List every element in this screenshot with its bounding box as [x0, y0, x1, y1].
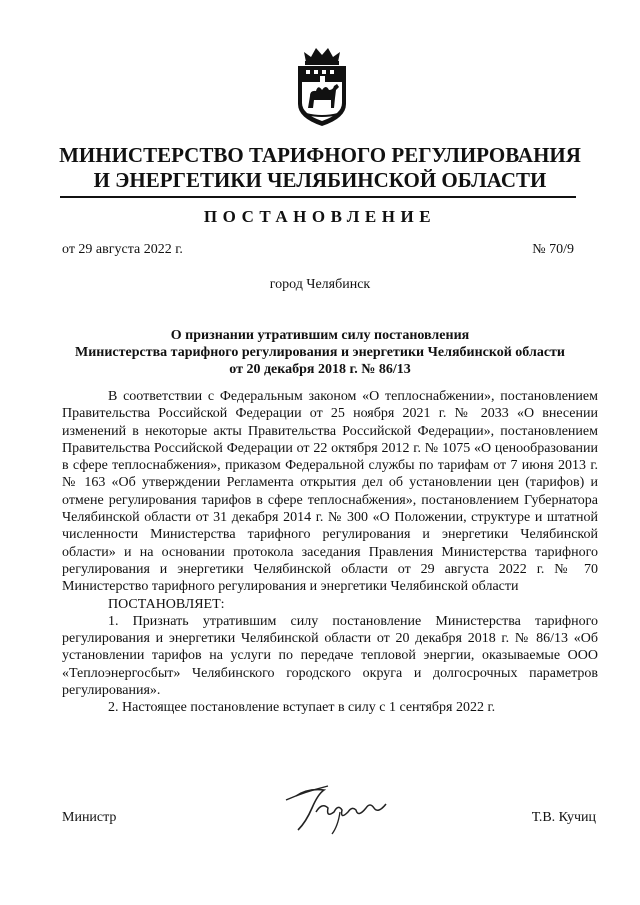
item-1-paragraph: 1. Признать утратившим силу постановление Министерства тарифного регулирования и энергетики Челябинской области от 20 декабря 2018 г. № 86/13 «Об установлении тарифов на услуги по передаче тепловой энергии, оказываемые ООО «Теплоэнергосбыт» Челябинского городского округа и долгосрочных параметров регулирования».: [62, 613, 598, 699]
document-city: город Челябинск: [269, 277, 371, 292]
org-title-line-2: И ЭНЕРГЕТИКИ ЧЕЛЯБИНСКОЙ ОБЛАСТИ: [93, 168, 547, 192]
heading-line-1: О признании утратившим силу постановления: [170, 328, 470, 343]
preamble-paragraph: В соответствии с Федеральным законом «О теплоснабжении», постановлением Правительства Российской Федерации от 25 ноября 2021 г. № 2033 «О внесении изменений в некоторые акты Правительства Российской Федерации», постановлением Правительства Российской Федерации от 22 октября 2012 г. № 1075 «О ценообразовании в сфере теплоснабжения», приказом Федеральной службы по тарифам от 7 июня 2013 г. № 163 «Об утверждении Регламента открытия дел об установлении цен (тарифов) и отмене регулирования тарифов в сфере теплоснабжения», постановлением Губернатора Челябинской области от 31 декабря 2014 г. № 300 «О Положении, структуре и штатной численности Министерства тарифного регулирования и энергетики Челябинской области» и на основании протокола заседания Правления Министерства тарифного регулирования и энергетики Челябинской области от 29 августа 2022 г. № 70 Министерство тарифного регулирования и энергетики Челябинской области: [62, 389, 598, 595]
coat-of-arms-icon: [292, 46, 352, 128]
document-body: [62, 388, 598, 717]
document-date: от 29 августа 2022 г.: [62, 242, 183, 257]
item-2-paragraph: 2. Настоящее постановление вступает в силу с 1 сентября 2022 г.: [108, 700, 496, 716]
signature-icon: [278, 778, 408, 838]
decree-word: ПОСТАНОВЛЯЕТ:: [108, 596, 225, 612]
signer-name: Т.В. Кучиц: [531, 810, 596, 825]
organization-title: [40, 143, 600, 193]
signer-role: Министр: [62, 810, 117, 825]
document-heading: [40, 327, 600, 378]
org-title-line-1: МИНИСТЕРСТВО ТАРИФНОГО РЕГУЛИРОВАНИЯ: [59, 143, 581, 167]
heading-line-3: от 20 декабря 2018 г. № 86/13: [229, 362, 411, 377]
heading-line-2: Министерства тарифного регулирования и энергетики Челябинской области: [75, 345, 565, 360]
document-number: № 70/9: [532, 242, 574, 257]
header-divider: [60, 196, 576, 198]
document-type: ПОСТАНОВЛЕНИЕ: [203, 207, 437, 226]
